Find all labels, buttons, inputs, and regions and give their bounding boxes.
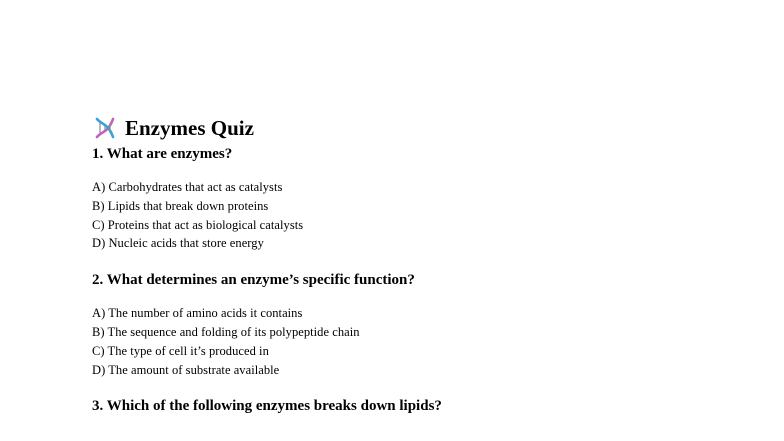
answer-options: [92, 304, 752, 379]
answer-option-d: D) Nucleic acids that store energy: [92, 236, 264, 251]
quiz-document: [92, 112, 752, 416]
answer-option-c: C) Proteins that act as biological catalysts: [92, 217, 304, 232]
answer-option-a: A) Carbohydrates that act as catalysts: [92, 180, 283, 194]
question-2: [92, 270, 752, 379]
question-1: [92, 144, 752, 253]
quiz-heading: [92, 112, 752, 144]
quiz-title: Enzymes Quiz: [125, 115, 254, 140]
dna-icon: [92, 115, 118, 141]
answer-option-d: D) The amount of substrate available: [92, 362, 280, 377]
question-text: 3. Which of the following enzymes breaks down lipids?: [92, 398, 442, 415]
answer-option-b: B) The sequence and folding of its polypeptide chain: [92, 324, 360, 339]
answer-option-c: C) The type of cell it’s produced in: [92, 343, 269, 358]
question-text: 1. What are enzymes?: [92, 146, 233, 162]
question-text: 2. What determines an enzyme’s specific function?: [92, 272, 415, 289]
answer-options: [92, 178, 752, 253]
question-3: [92, 396, 752, 416]
answer-option-b: B) Lipids that break down proteins: [92, 198, 269, 213]
answer-option-a: A) The number of amino acids it contains: [92, 306, 303, 321]
